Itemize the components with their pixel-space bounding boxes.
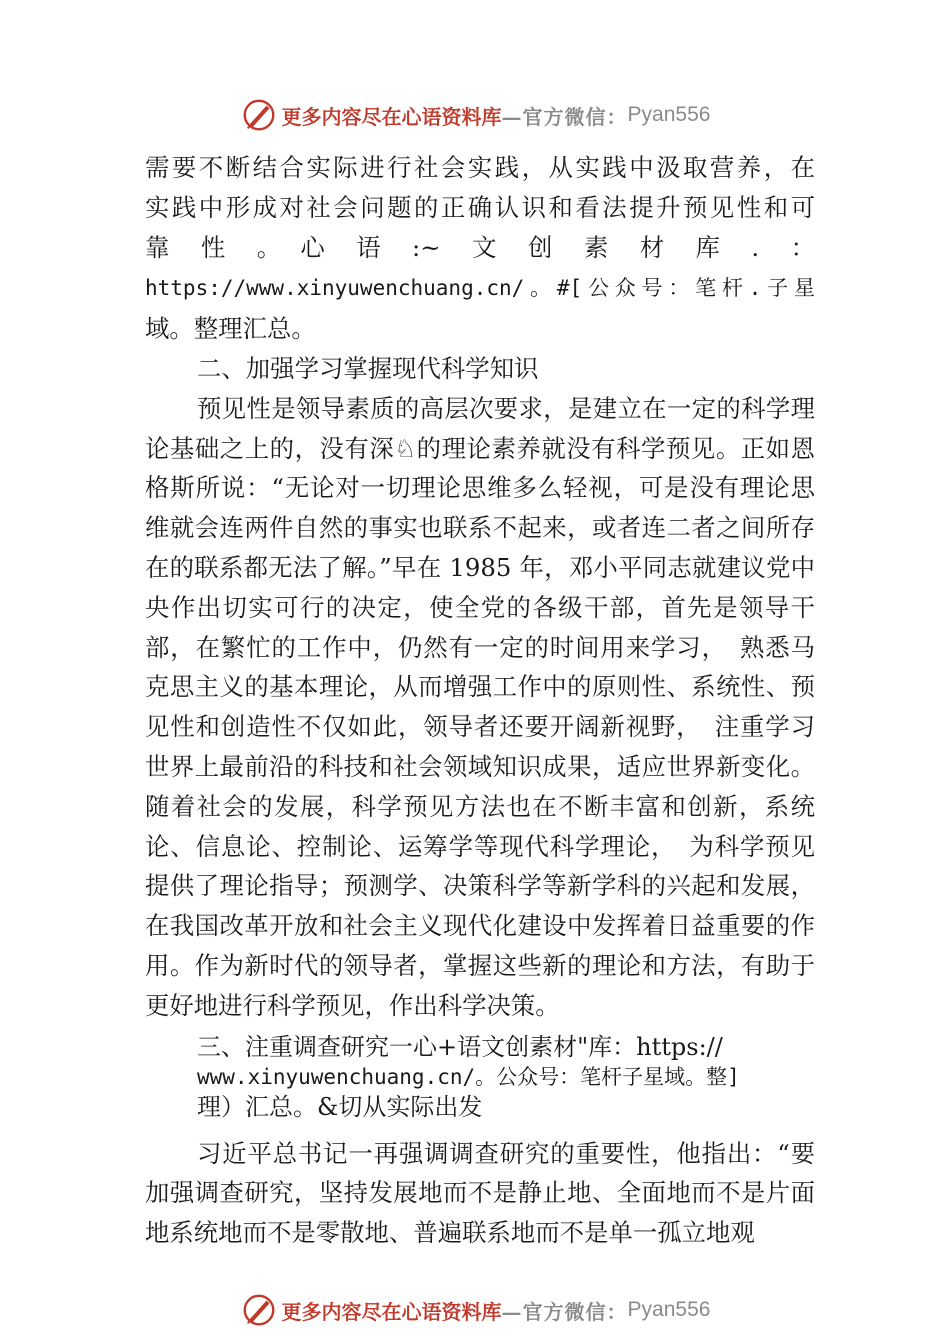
paragraph-line: 实践中形成对社会问题的正确认识和看法提升预见性和可 [145,192,815,222]
banner-grey-text: —官方微信： [501,1299,628,1324]
url-text: https://www.xinyuwenchuang.cn/。#[公众号：笔杆.子星 [145,276,815,301]
banner-wechat-id: Pyan556 [627,103,711,126]
header-banner [0,95,950,135]
section-heading-3-line: 理）汇总。&切从实际出发 [197,1092,483,1121]
banner-grey-text: —官方微信： [501,104,628,129]
paragraph-2: 预见性是领导素质的高层次要求，是建立在一定的科学理论基础之上的，没有深♘的理论素养就没有科学预见。正如恩格斯所说：“无论对一切理论思维多么轻视，可是没有理论思维就会连两件自然的事实也联系不起来，或者连二者之间所存在的联系都无法了解。”早在 1985 年，邓小平同志就建议党中央作出切实可行的决定，使全党的各级干部，首先是领导干部，在繁忙的工作中，仍然有一定的时间用来学习， 熟悉马克思主义的基本理论，从而增强工作中的原则性、系统性、预见性和创造性不仅如此，领导者还要开阔新视野， 注重学习世界上最前沿的科技和社会领域知识成果，适应世界新变化。随着社会的发展，科学预见方法也在不断丰富和创新，系统论、信息论、控制论、运筹学等现代科学理论， 为科学预见提供了理论指导；预测学、决策科学等新学科的兴起和发展，在我国改革开放和社会主义现代化建设中发挥着日益重要的作用。作为新时代的领导者，掌握这些新的理论和方法，有助于更好地进行科学预见，作出科学决策。 [145,393,815,1020]
banner-red-text: 更多内容尽在心语资料库 [281,1299,502,1324]
paragraph-line: 靠 性 。 心 语 :~ 文 创 素 材 库 . ： [145,232,815,262]
footer-banner [0,1290,950,1330]
paragraph-3: 习近平总书记一再强调调查研究的重要性，他指出：“要加强调查研究，坚持发展地而不是静止地、全面地而不是片面地系统地而不是零散地、普遍联系地而不是单一孤立地观 [145,1138,815,1248]
section-heading-2: 二、加强学习掌握现代科学知识 [197,353,539,383]
paragraph-line [145,267,815,309]
paragraph-line: 需要不断结合实际进行社会实践，从实践中汲取营养，在 [145,153,815,182]
section-heading-3-line: 三、注重调查研究一心+语文创素材"库：https:// [197,1032,723,1061]
pen-logo-icon [240,96,278,134]
paragraph-line: 域。整理汇总。 [145,314,316,344]
section-heading-3-line: www.xinyuwenchuang.cn/。公众号：笔杆子星域。整] [197,1064,740,1089]
banner-wechat-id: Pyan556 [627,1298,711,1321]
document-body [145,148,815,1253]
banner-red-text: 更多内容尽在心语资料库 [281,104,502,129]
pen-logo-icon [240,1291,278,1329]
